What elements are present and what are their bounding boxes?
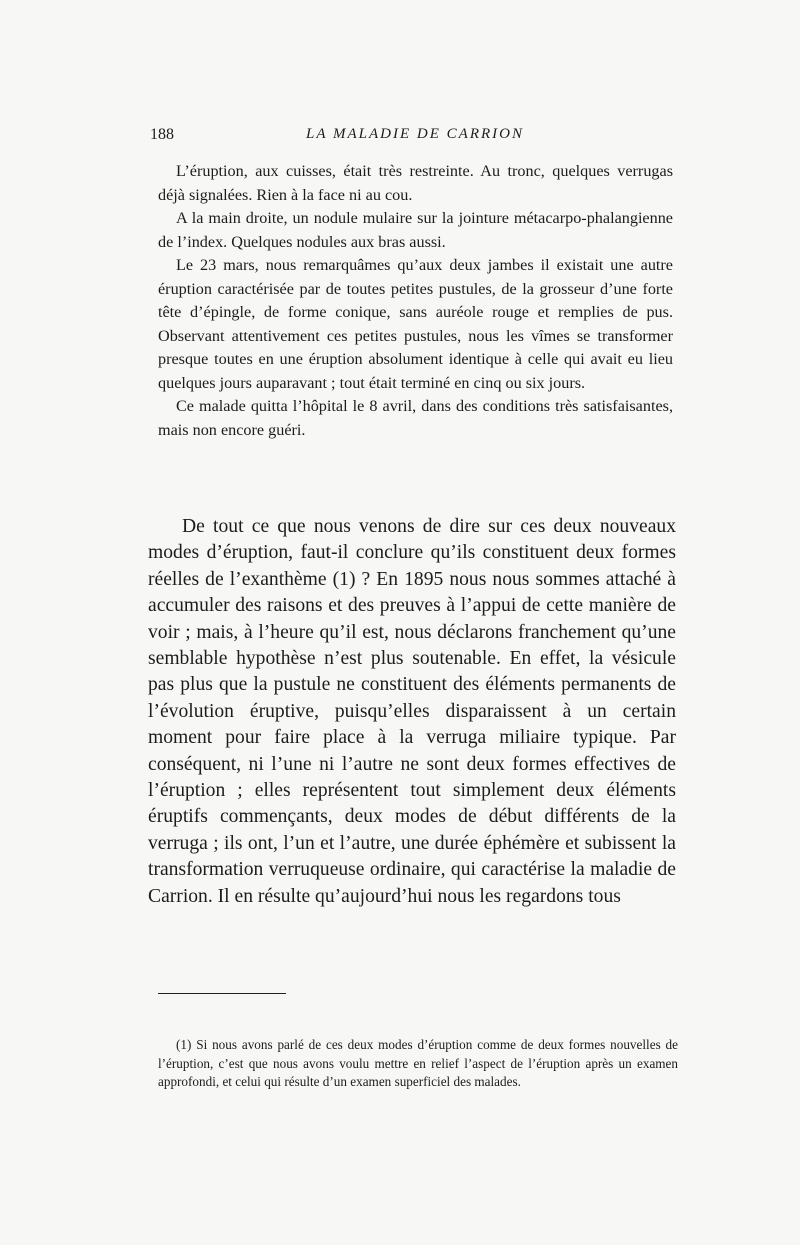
paragraph: Ce malade quitta l’hôpital le 8 avril, dans des conditions très satisfaisantes, mais non encore guéri.	[158, 397, 673, 439]
page-number: 188	[150, 126, 174, 143]
main-paragraph: De tout ce que nous venons de dire sur ces deux nouveaux modes d’éruption, faut-il conclure qu’ils constituent deux formes réelles de l’exanthème (1) ? En 1895 nous nous sommes attaché à accumuler des raisons et des preuves à l’appui de cette manière de voir ; mais, à l’heure qu’il est, nous déclarons franchement qu’une semblable hypothèse n’est plus soutenable. En effet, la vésicule pas plus que la pustule ne constituent des éléments permanents de l’évolution éruptive, puisqu’elles disparaissent à un certain moment pour faire place à la verruga miliaire typique. Par conséquent, ni l’une ni l’autre ne sont deux formes effectives de l’éruption ; elles représentent tout simplement deux éléments éruptifs commençants, deux modes de début différents de la verruga ; ils ont, l’un et l’autre, une durée éphémère et subissent la transformation verruqueuse ordinaire, qui caractérise la maladie de Carrion. Il en résulte qu’aujourd’hui nous les regardons tous	[148, 516, 676, 907]
running-title: LA MALADIE DE CARRION	[306, 126, 524, 142]
footnote-text: (1) Si nous avons parlé de ces deux modes d’éruption comme de deux formes nouvelles de l’éruption, c’est que nous avons voulu mettre en relief l’aspect de l’éruption après un examen approfondi, et celui qui résulte d’un examen superficiel des malades.	[158, 1037, 678, 1089]
page-header	[150, 126, 680, 150]
main-text-block	[148, 514, 676, 910]
paragraph: A la main droite, un nodule mulaire sur la jointure métacarpo-phalangienne de l’index. Quelques nodules aux bras aussi.	[158, 209, 673, 251]
footnote	[158, 1036, 678, 1092]
paragraph: Le 23 mars, nous remarquâmes qu’aux deux jambes il existait une autre éruption caractérisée par de toutes petites pustules, de la grosseur d’une forte tête d’épingle, de forme conique, sans auréole rouge et remplies de pus. Observant attentivement ces petites pustules, nous les vîmes se transformer presque toutes en une éruption absolument identique à celle qui avait eu lieu quelques jours auparavant ; tout était terminé en cinq ou six jours.	[158, 256, 673, 392]
footnote-divider	[158, 993, 286, 994]
paragraph: L’éruption, aux cuisses, était très restreinte. Au tronc, quelques verrugas déjà signalées. Rien à la face ni au cou.	[158, 162, 673, 204]
case-report-block	[158, 160, 673, 442]
